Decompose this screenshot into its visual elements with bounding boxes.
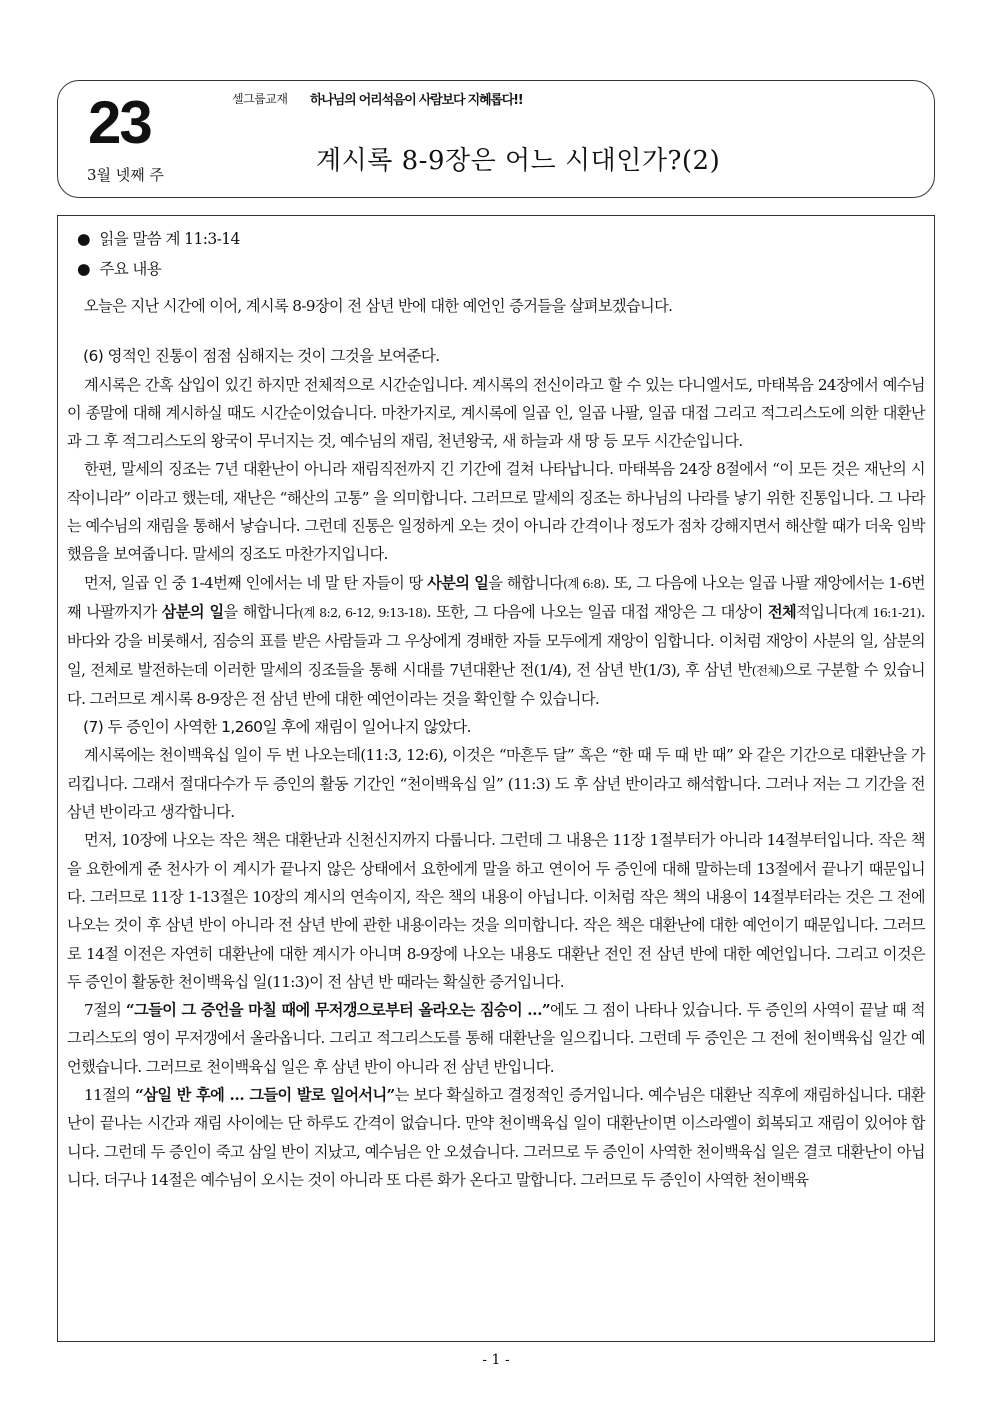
section-7-paragraph-3 [67,996,925,1081]
reading-ref: 계 11:3-14 [165,230,240,248]
section-6-heading: (6) 영적인 진통이 점점 심해지는 것이 그것을 보여준다. [83,347,440,366]
scripture-ref: (계 16:1-21) [852,604,921,620]
section-6-paragraph-3 [67,569,925,713]
content-body [67,224,925,1194]
text-run: 는 보다 확실하고 결정적인 증거입니다. 예수님은 대환난 직후에 재림하십니다. 대환난이 끝나는 시간과 재림 사이에는 단 하루도 간격이 없습니다. 만약 천이백육십 일이 대환난이면 이스라엘이 회복되고 재림이 있어야 합니다. 그런데 두 증인이 죽고 삼일 반이 지났고, 예수님은 안 오셨습니다. 그러므로 두 증인이 사역한 천이백육십 일은 결코 대환난이 아닙니다. 더구나 14절은 예수님이 오시는 것이 아니라 또 다른 화가 온다고 말합니다. 그러므로 두 증인이 사역한 천이백육 [67,1086,925,1189]
spacer [67,320,925,342]
bold-quote: “삼일 반 후에 … 그들이 발로 일어서니” [135,1086,395,1105]
text-run: 적입니다 [796,602,853,621]
bold-quote: “그들이 그 증언을 마칠 때에 무저갱으로부터 올라오는 짐승이 …” [125,1001,550,1020]
section-7-heading: (7) 두 증인이 사역한 1,260일 후에 재림이 일어나지 않았다. [83,718,471,737]
text-run: . 또, 그 다음에 나오는 일곱 나팔 재앙에서는 1-6번째 나팔까지가 [67,573,925,621]
scripture-ref: (계 6:8) [563,575,606,591]
page-title: 계시록 8-9장은 어느 시대인가?(2) [316,146,721,176]
text-run: 7절의 [84,1001,126,1020]
bold-phrase: 삼분의 일 [161,602,224,621]
section-7-paragraph-4 [67,1081,925,1194]
scripture-ref: (전체) [751,662,784,678]
text-run: 11절의 [84,1086,136,1105]
text-run: 에도 그 점이 나타나 있습니다. 두 증인의 사역이 끝날 때 적그리스도의 영이 무저갱에서 올라옵니다. 그리고 적그리스도를 통해 대환난을 일으킵니다. 그런데 두 증인은 그 전에 천이백육십 일간 예언했습니다. 그러므로 천이백육십 일은 후 삼년 반이 아니라 전 삼년 반입니다. [67,1001,925,1076]
series-label: 셀그룹교재 [232,92,288,106]
scripture-ref: (계 8:2, 6-12, 9:13-18) [299,604,427,620]
bullet-icon: ● [77,260,90,278]
section-7-paragraph-2: 먼저, 10장에 나오는 작은 책은 대환난과 신천신지까지 다룹니다. 그런데 그 내용은 11장 1절부터가 아니라 14절부터입니다. 작은 책을 요한에게 준 천사가 이 계시가 끝나지 않은 상태에서 요한에게 말을 하고 연이어 두 증인에 대해 말하는데 13절에서 끝나기 때문입니다. 그러므로 11장 1-13절은 10장의 계시의 연속이지, 작은 책의 내용이 아닙니다. 이처럼 작은 책의 내용이 14절부터라는 것은 그 전에 나오는 것이 후 삼년 반이 아니라 전 삼년 반에 관한 내용이라는 것을 의미합니다. 작은 책은 대환난에 대한 예언이기 때문입니다. 그러므로 14절 이전은 자연히 대환난에 대한 계시가 아니며 8-9장에 나오는 내용도 대환난 전인 전 삼년 반에 대한 예언입니다. 그리고 이것은 두 증인이 활동한 천이백육십 일(11:3)이 전 삼년 반 때라는 확실한 증거입니다. [67,831,925,991]
page-number: - 1 - [482,1352,510,1368]
text-run: 을 해합니다 [488,573,564,592]
week-label: 3월 넷째 주 [87,166,165,184]
text-run: 으로 구분할 수 있습니다. 그러므로 계시록 8-9장은 전 삼년 반에 대한 예언이라는 것을 확인할 수 있습니다. [67,660,925,708]
reading-bullet [77,224,925,254]
text-run: . 또한, 그 다음에 나오는 일곱 대접 재앙은 그 대상이 [426,602,768,621]
intro-paragraph: 오늘은 지난 시간에 이어, 계시록 8-9장이 전 삼년 반에 대한 예언인 증거들을 살펴보겠습니다. [84,297,673,315]
bold-phrase: 전체 [767,602,797,621]
text-run: . 바다와 강을 비롯해서, 짐승의 표를 받은 사람들과 그 우상에게 경배한 자들 모두에게 재앙이 임합니다. 이처럼 재앙이 사분의 일, 삼분의 일, 전체로 발전하는데 이러한 말세의 징조들을 통해 시대를 7년대환난 전(1/4), 전 삼년 반(1/3), 후 삼년 반 [67,602,925,679]
section-6-paragraph-1: 계시록은 간혹 삽입이 있긴 하지만 전체적으로 시간순입니다. 계시록의 전신이라고 할 수 있는 다니엘서도, 마태복음 24장에서 예수님이 종말에 대해 계시하실 때도 시간순이었습니다. 마찬가지로, 계시록에 일곱 인, 일곱 나팔, 일곱 대접 그리고 적그리스도에 의한 대환난과 그 후 적그리스도의 왕국이 무너지는 것, 예수님의 재림, 천년왕국, 새 하늘과 새 땅 등 모두 시간순입니다. [67,375,925,451]
bullet-icon: ● [77,230,90,248]
lesson-number: 23 [88,89,151,156]
main-bullet [77,254,925,284]
series-title: 하나님의 어리석음이 사람보다 지혜롭다!! [310,93,523,108]
section-7-paragraph-1: 계시록에는 천이백육십 일이 두 번 나오는데(11:3, 12:6), 이것은 “마흔두 달” 혹은 “한 때 두 때 반 때” 와 같은 기간으로 대환난을 가리킵니다. 그래서 절대다수가 두 증인의 활동 기간인 “천이백육십 일” (11:3) 도 후 삼년 반이라고 해석합니다. 그러나 저는 그 기간을 전 삼년 반이라고 생각합니다. [67,746,925,822]
text-run: 먼저, 일곱 인 중 1-4번째 인에서는 네 말 탄 자들이 땅 [84,573,428,592]
section-6-paragraph-2: 한편, 말세의 징조는 7년 대환난이 아니라 재림직전까지 긴 기간에 걸쳐 나타납니다. 마태복음 24장 8절에서 “이 모든 것은 재난의 시작이니라” 이라고 했는데, 재난은 “해산의 고통” 을 의미합니다. 그러므로 말세의 징조는 하나님의 나라를 낳기 위한 진통입니다. 그 나라는 예수님의 재림을 통해서 낳습니다. 그런데 진통은 일정하게 오는 것이 아니라 간격이나 정도가 점차 강해지면서 해산할 때가 더욱 임박했음을 보여줍니다. 말세의 징조도 마찬가지입니다. [67,460,925,564]
bold-phrase: 사분의 일 [427,573,489,592]
reading-label: 읽을 말씀 [99,230,162,248]
main-label: 주요 내용 [99,260,162,278]
text-run: 을 해합니다 [223,602,300,621]
